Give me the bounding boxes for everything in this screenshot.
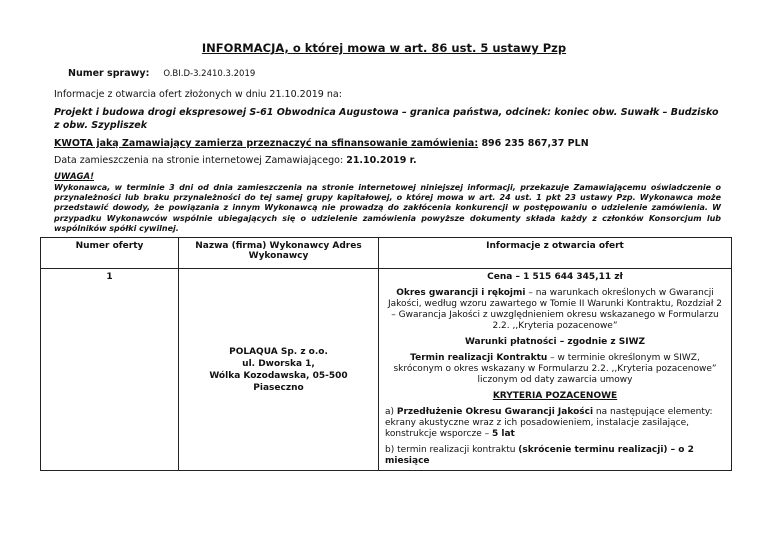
- criterion-b-label: (skrócenie terminu realizacji): [518, 445, 668, 455]
- deadline-text: – w terminie określonym w SIWZ, skróconym o okres wskazany w Formularzu 2.2. ,,Kryteria pozacenowe” liczonym od daty zawarcia umowy: [393, 353, 717, 385]
- criterion-b-prefix: b) termin realizacji kontraktu: [385, 445, 519, 455]
- deadline-label: Termin realizacji Kontraktu: [410, 353, 548, 363]
- contractor-name: POLAQUA Sp. z o.o.: [229, 346, 328, 357]
- header-offer-number: Numer oferty: [41, 238, 179, 269]
- header-contractor: Nazwa (firma) Wykonawcy Adres Wykonawcy: [179, 238, 379, 269]
- project-title: Projekt i budowa drogi ekspresowej S-61 Obwodnica Augustowa – granica państwa, odcinek: koniec obw. Suwałk – Budzisko z obw. Szypliszek: [54, 107, 719, 131]
- table-row: [41, 269, 732, 471]
- case-number-label: Numer sprawy:: [68, 68, 150, 79]
- warning-title: UWAGA!: [54, 172, 94, 182]
- offer-number: 1: [41, 269, 179, 471]
- budget-amount-label: KWOTA jaką Zamawiający zamierza przeznaczyć na sfinansowanie zamówienia:: [54, 138, 479, 149]
- publication-date-label: Data zamieszczenia na stronie internetowej Zamawiającego:: [54, 155, 344, 166]
- criterion-a: [385, 407, 725, 440]
- warranty-info: [385, 288, 725, 332]
- criterion-a-value: 5 lat: [492, 429, 515, 439]
- document-title: INFORMACJA, o której mowa w art. 86 ust. 5 ustawy Pzp: [201, 41, 567, 55]
- case-number: [68, 68, 255, 79]
- publication-date-value: 21.10.2019 r.: [346, 155, 417, 166]
- payment-terms-value: Warunki płatności – zgodnie z SIWZ: [464, 337, 646, 347]
- warranty-text: – na warunkach określonych w Gwarancji Jakości, według wzoru zawartego w Tomie II Warunki Kontraktu, Rozdział 2 – Gwarancja Jakości z uwzględnieniem okresu wskazanego w Formularzu 2.2. ,,Kryteria pozacenowe”: [388, 288, 722, 331]
- intro-text: Informacje z otwarcia ofert złożonych w dniu 21.10.2019 na:: [54, 89, 342, 100]
- warranty-label: Okres gwarancji i rękojmi: [396, 288, 526, 298]
- payment-terms: [385, 337, 725, 348]
- case-number-value: O.BI.D-3.2410.3.2019: [163, 69, 256, 79]
- offer-price: [385, 272, 725, 283]
- table-header-row: [41, 238, 732, 269]
- criteria-title-text: KRYTERIA POZACENOWE: [492, 391, 618, 401]
- publication-date: [54, 155, 417, 166]
- deadline-info: [385, 353, 725, 386]
- criterion-b: [385, 445, 725, 467]
- budget-amount-value: 896 235 867,37 PLN: [481, 138, 589, 149]
- header-opening-info: Informacje z otwarcia ofert: [379, 238, 732, 269]
- contractor-street: ul. Dworska 1,: [242, 358, 315, 369]
- warning-text: Wykonawca, w terminie 3 dni od dnia zamieszczenia na stronie internetowej niniejszej informacji, przekazuje Zamawiającemu oświadczenie o przynależności lub braku przynależności do tej samej grupy kapitałowej, o której mowa w art. 24 ust. 1 pkt 23 ustawy Pzp. Wykonawca może przedstawić dowody, że powiązania z innym Wykonawcą nie prowadzą do zakłócenia konkurencji w postępowaniu o udzielenie zamówienia. W przypadku Wykonawców wspólnie ubiegających się o udzielenie zamówienia powyższe dokumenty składa każdy z członków Konsorcjum lub wspólników spółki cywilnej.: [54, 183, 721, 233]
- offers-table: [40, 237, 732, 471]
- contractor-city: Wólka Kozodawska, 05-500 Piaseczno: [209, 370, 348, 393]
- criterion-a-label: Przedłużenie Okresu Gwarancji Jakości: [396, 407, 594, 417]
- opening-info-cell: [379, 269, 732, 471]
- criterion-a-text: na następujące elementy: ekrany akustyczne wraz z ich posadowieniem, instalacje zasilające, konstrukcje wsporcze –: [385, 407, 713, 439]
- criterion-b-value: – o 2 miesiące: [385, 445, 694, 466]
- contractor-cell: [179, 269, 379, 471]
- offer-price-value: Cena – 1 515 644 345,11 zł: [487, 272, 623, 282]
- criterion-a-prefix: a): [385, 407, 397, 417]
- budget-amount: [54, 138, 589, 149]
- criteria-title: [385, 391, 725, 402]
